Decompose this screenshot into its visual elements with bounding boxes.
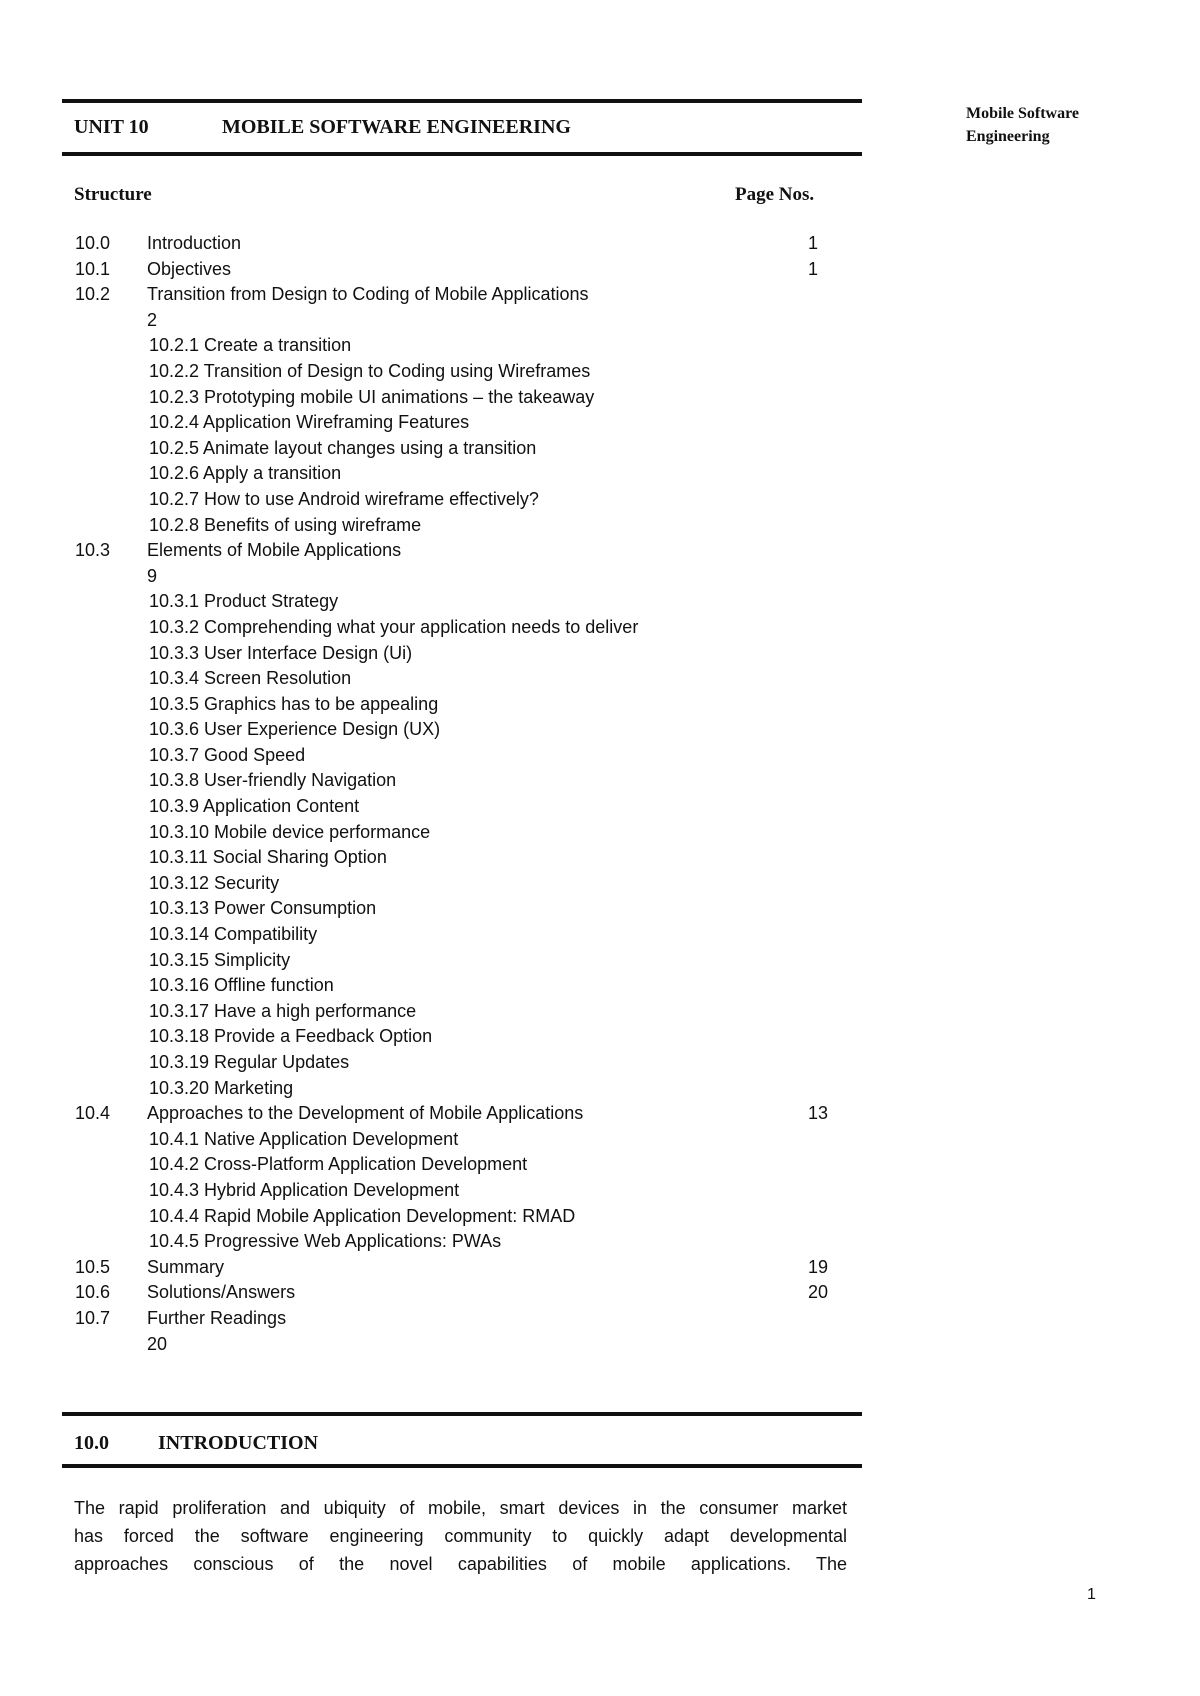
toc-entry	[0, 1050, 900, 1076]
toc-subentry: 10.3.18 Provide a Feedback Option	[149, 1026, 433, 1047]
toc-subentry: 10.2.1 Create a transition	[149, 335, 352, 356]
structure-label: Structure	[74, 184, 152, 205]
toc-entry	[0, 845, 900, 871]
toc-entry-page: 1	[808, 233, 819, 253]
toc-subentry: 10.3.12 Security	[149, 872, 280, 893]
toc-entry-number: 10.0	[75, 233, 111, 253]
toc-subentry: 10.2.2 Transition of Design to Coding using Wireframes	[149, 360, 591, 381]
toc-entry-number: 10.7	[75, 1307, 111, 1328]
toc-subentry: 10.3.20 Marketing	[149, 1077, 294, 1098]
toc-entry-title: Approaches to the Development of Mobile Applications	[147, 1103, 584, 1124]
toc-entry	[0, 1152, 900, 1178]
toc-subentry: 10.3.7 Good Speed	[149, 744, 306, 765]
toc-subentry: 10.4.5 Progressive Web Applications: PWAs	[149, 1231, 502, 1252]
toc-entry-title: Objectives	[147, 258, 232, 279]
toc-entry	[0, 513, 900, 539]
toc-subentry: 10.3.14 Compatibility	[149, 924, 318, 945]
toc-entry	[0, 231, 900, 257]
toc-entry-page: 19	[808, 1256, 829, 1277]
toc-entry-page-wrapped: 20	[147, 1333, 168, 1354]
toc-entry	[0, 717, 900, 743]
running-header-line1: Mobile Software	[966, 105, 1080, 122]
toc-subentry: 10.3.17 Have a high performance	[149, 1000, 417, 1021]
toc-subentry: 10.2.4 Application Wireframing Features	[149, 412, 470, 433]
toc-subentry: 10.2.6 Apply a transition	[149, 463, 342, 484]
toc-entry-number: 10.2	[75, 284, 111, 305]
running-header	[966, 102, 1079, 148]
toc-subentry: 10.2.8 Benefits of using wireframe	[149, 514, 422, 535]
toc-entry	[0, 1280, 900, 1306]
toc-entry	[0, 1076, 900, 1102]
unit-number: UNIT 10	[74, 116, 149, 138]
toc-entry	[0, 410, 900, 436]
toc-entry-page: 20	[808, 1282, 829, 1303]
toc-entry-number: 10.6	[75, 1282, 111, 1303]
toc-entry	[0, 461, 900, 487]
toc-subentry: 10.2.5 Animate layout changes using a transition	[149, 437, 537, 458]
toc-entry	[0, 1332, 900, 1358]
toc-entry-page-wrapped: 9	[147, 565, 158, 586]
intro-bottom-rule	[62, 1464, 862, 1468]
toc-entry	[0, 564, 900, 590]
intro-top-rule	[62, 1412, 862, 1416]
toc-entry	[0, 1204, 900, 1230]
toc-subentry: 10.3.5 Graphics has to be appealing	[149, 693, 439, 714]
page-nos-label: Page Nos.	[735, 184, 815, 205]
top-rule	[62, 99, 862, 103]
toc-entry	[0, 1127, 900, 1153]
toc-subentry: 10.3.10 Mobile device performance	[149, 821, 431, 842]
paragraph-line: The rapid proliferation and ubiquity of mobile, smart devices in the consumer market	[74, 1498, 847, 1518]
toc-entry	[0, 385, 900, 411]
toc-subentry: 10.2.7 How to use Android wireframe effectively?	[149, 488, 539, 509]
toc-entry	[0, 1101, 900, 1127]
toc-subentry: 10.2.3 Prototyping mobile UI animations – the takeaway	[149, 386, 595, 407]
toc-entry-title: Further Readings	[147, 1307, 287, 1328]
toc-entry	[0, 1024, 900, 1050]
toc-entry-title: Summary	[147, 1256, 225, 1277]
intro-paragraph	[74, 1494, 847, 1578]
section-title: INTRODUCTION	[158, 1432, 319, 1454]
toc-subentry: 10.3.9 Application Content	[149, 796, 360, 817]
toc-entry	[0, 538, 900, 564]
toc-entry-title: Transition from Design to Coding of Mobile Applications	[147, 284, 589, 305]
toc-entry	[0, 1178, 900, 1204]
toc-entry	[0, 743, 900, 769]
toc-entry	[0, 820, 900, 846]
toc-entry	[0, 359, 900, 385]
toc-entry	[0, 333, 900, 359]
toc-subentry: 10.3.1 Product Strategy	[149, 591, 339, 612]
toc-subentry: 10.4.1 Native Application Development	[149, 1128, 459, 1149]
toc-entry	[0, 615, 900, 641]
toc-entry	[0, 589, 900, 615]
toc-entry-number: 10.1	[75, 258, 111, 279]
toc-entry	[0, 436, 900, 462]
toc-subentry: 10.4.4 Rapid Mobile Application Development: RMAD	[149, 1205, 576, 1226]
toc-entry	[0, 922, 900, 948]
running-header-line2: Engineering	[966, 128, 1050, 145]
toc-entry	[0, 896, 900, 922]
toc-entry	[0, 257, 900, 283]
toc-entry-title: Solutions/Answers	[147, 1282, 296, 1303]
page-number: 1	[1087, 1586, 1096, 1603]
unit-name: MOBILE SOFTWARE ENGINEERING	[222, 116, 571, 138]
toc-entry-title: Introduction	[147, 233, 242, 253]
toc-entry	[0, 641, 900, 667]
section-heading	[74, 1432, 318, 1455]
toc-entry-title: Elements of Mobile Applications	[147, 540, 402, 561]
toc-entry	[0, 282, 900, 308]
section-number: 10.0	[74, 1432, 109, 1454]
toc-entry	[0, 666, 900, 692]
toc-entry-number: 10.5	[75, 1256, 111, 1277]
toc-subentry: 10.3.11 Social Sharing Option	[149, 847, 387, 868]
toc-subentry: 10.3.6 User Experience Design (UX)	[149, 719, 441, 740]
toc-entry-number: 10.4	[75, 1103, 111, 1124]
paragraph-line: has forced the software engineering community to quickly adapt developmental	[74, 1526, 847, 1546]
unit-title-bottom-rule	[62, 152, 862, 156]
toc-entry	[0, 1306, 900, 1332]
toc-entry	[0, 871, 900, 897]
toc-subentry: 10.3.3 User Interface Design (Ui)	[149, 642, 413, 663]
toc-subentry: 10.3.19 Regular Updates	[149, 1052, 350, 1072]
toc-entry-page: 13	[808, 1103, 829, 1124]
toc-entry	[0, 1229, 900, 1255]
toc-entry-number: 10.3	[75, 540, 111, 561]
toc-entry	[0, 948, 900, 974]
toc-entry	[0, 487, 900, 513]
toc-subentry: 10.3.4 Screen Resolution	[149, 668, 352, 689]
toc-entry	[0, 973, 900, 999]
toc-subentry: 10.3.8 User-friendly Navigation	[149, 770, 397, 791]
toc-subentry: 10.4.2 Cross-Platform Application Development	[149, 1154, 528, 1175]
toc-entry	[0, 308, 900, 334]
toc-subentry: 10.3.2 Comprehending what your application needs to deliver	[149, 616, 639, 637]
toc-entry-page-wrapped: 2	[147, 309, 158, 330]
toc-entry	[0, 1255, 900, 1281]
toc-entry	[0, 999, 900, 1025]
toc-entry-page: 1	[808, 258, 819, 279]
unit-title	[74, 116, 571, 139]
toc-subentry: 10.4.3 Hybrid Application Development	[149, 1179, 460, 1200]
paragraph-line: approaches conscious of the novel capabilities of mobile applications. The	[74, 1554, 847, 1574]
toc-entry	[0, 692, 900, 718]
toc-entry	[0, 794, 900, 820]
toc-entry	[0, 768, 900, 794]
toc-subentry: 10.3.16 Offline function	[149, 975, 334, 996]
table-of-contents	[0, 231, 900, 1357]
toc-subentry: 10.3.13 Power Consumption	[149, 898, 377, 919]
toc-subentry: 10.3.15 Simplicity	[149, 949, 291, 970]
